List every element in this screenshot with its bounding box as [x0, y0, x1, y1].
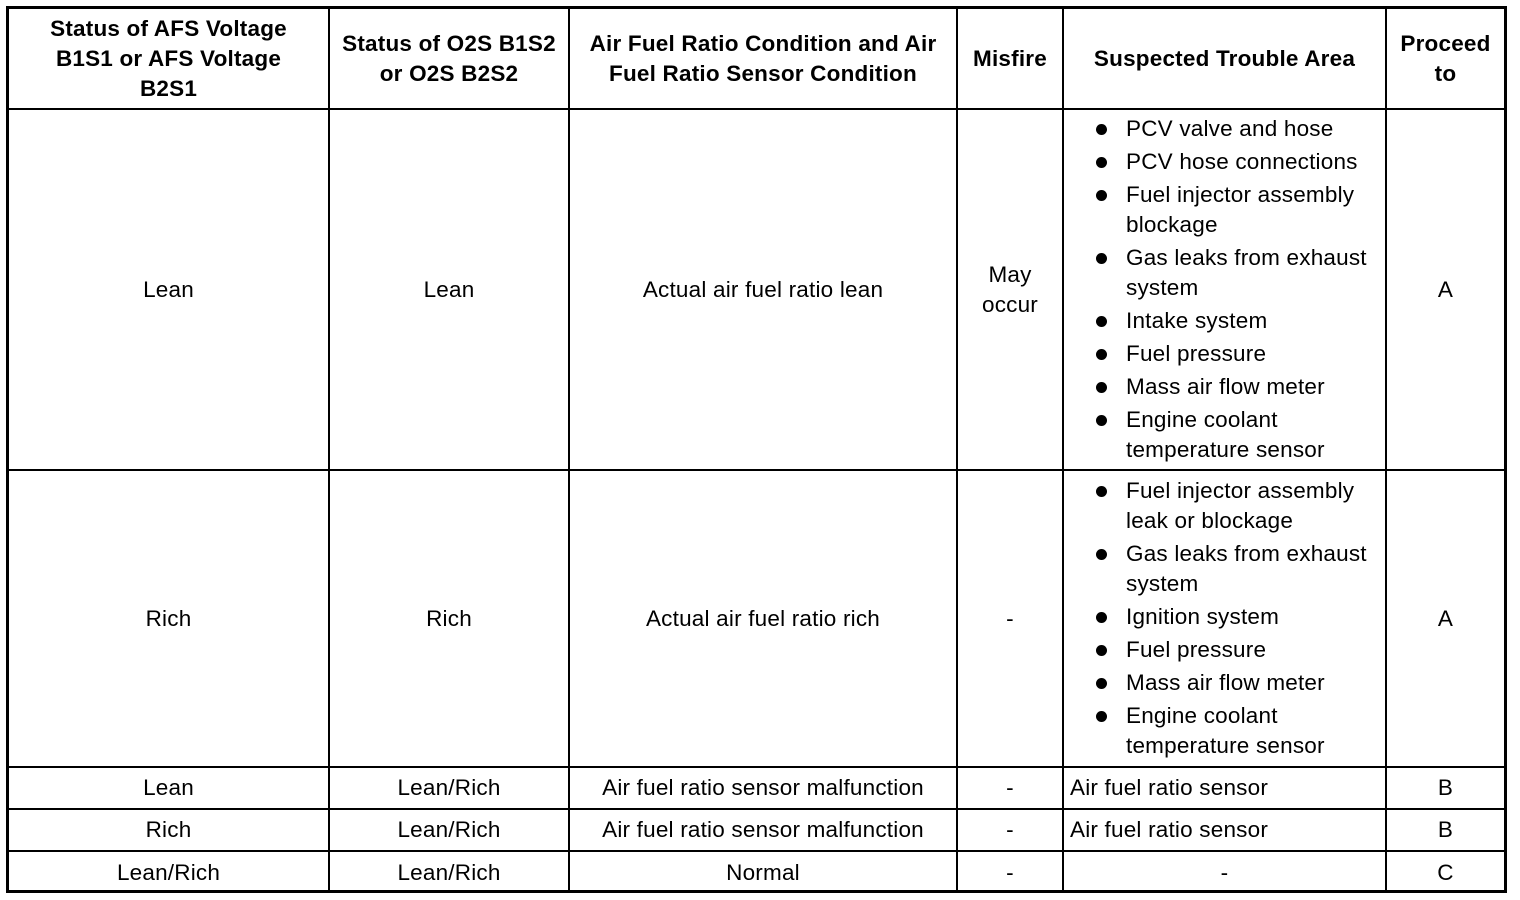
list-item	[1090, 539, 1379, 599]
proceed-cell: A	[1386, 470, 1504, 767]
proceed-cell: C	[1386, 851, 1504, 893]
afs-status-cell: Lean	[9, 109, 329, 470]
header-row	[9, 9, 1504, 109]
header-afs-status: Status of AFS Voltage B1S1 or AFS Voltage B2S1	[9, 9, 329, 109]
misfire-cell: -	[957, 809, 1063, 851]
list-item-text: Fuel pressure	[1126, 637, 1267, 662]
condition-cell: Actual air fuel ratio lean	[569, 109, 957, 470]
afs-status-cell: Rich	[9, 809, 329, 851]
bullet-icon	[1096, 678, 1107, 689]
trouble-table	[6, 6, 1507, 893]
list-item-text: Fuel injector assembly blockage	[1126, 182, 1355, 237]
list-item-text: PCV hose connections	[1126, 149, 1358, 174]
afs-status-cell: Lean	[9, 767, 329, 809]
misfire-cell: -	[957, 851, 1063, 893]
bullet-icon	[1096, 190, 1107, 201]
list-item	[1090, 668, 1379, 698]
misfire-value: May occur	[981, 261, 1039, 317]
bullet-icon	[1096, 415, 1107, 426]
list-item-text: Mass air flow meter	[1126, 670, 1325, 695]
bullet-icon	[1096, 253, 1107, 264]
list-item	[1090, 180, 1379, 240]
diagnosis-table	[9, 9, 1504, 893]
o2s-status-cell: Lean	[329, 109, 569, 470]
table-row	[9, 767, 1504, 809]
list-item	[1090, 147, 1379, 177]
list-item	[1090, 114, 1379, 144]
list-item-text: Fuel injector assembly leak or blockage	[1126, 478, 1355, 533]
suspected-area-list	[1070, 476, 1379, 761]
list-item	[1090, 476, 1379, 536]
bullet-icon	[1096, 124, 1107, 135]
header-o2s-status: Status of O2S B1S2 or O2S B2S2	[329, 9, 569, 109]
afs-status-cell: Lean/Rich	[9, 851, 329, 893]
list-item-text: Gas leaks from exhaust system	[1126, 541, 1367, 596]
table-row	[9, 470, 1504, 767]
header-proceed-to: Proceed to	[1386, 9, 1504, 109]
suspected-area-cell: Air fuel ratio sensor	[1063, 767, 1386, 809]
bullet-icon	[1096, 382, 1107, 393]
o2s-status-cell: Lean/Rich	[329, 809, 569, 851]
list-item-text: Engine coolant temperature sensor	[1126, 407, 1325, 462]
header-air-fuel-condition: Air Fuel Ratio Condition and Air Fuel Ratio Sensor Condition	[569, 9, 957, 109]
suspected-area-list	[1070, 114, 1379, 465]
bullet-icon	[1096, 349, 1107, 360]
misfire-cell: -	[957, 767, 1063, 809]
suspected-area-cell	[1063, 470, 1386, 767]
suspected-area-cell: -	[1063, 851, 1386, 893]
bullet-icon	[1096, 645, 1107, 656]
list-item	[1090, 602, 1379, 632]
bullet-icon	[1096, 486, 1107, 497]
condition-cell: Normal	[569, 851, 957, 893]
list-item	[1090, 635, 1379, 665]
header-suspected-area: Suspected Trouble Area	[1063, 9, 1386, 109]
misfire-cell: -	[957, 470, 1063, 767]
list-item-text: Engine coolant temperature sensor	[1126, 703, 1325, 758]
condition-cell: Air fuel ratio sensor malfunction	[569, 809, 957, 851]
list-item	[1090, 306, 1379, 336]
bullet-icon	[1096, 711, 1107, 722]
list-item	[1090, 701, 1379, 761]
bullet-icon	[1096, 157, 1107, 168]
afs-status-cell: Rich	[9, 470, 329, 767]
list-item-text: Intake system	[1126, 308, 1268, 333]
list-item	[1090, 339, 1379, 369]
list-item-text: PCV valve and hose	[1126, 116, 1334, 141]
bullet-icon	[1096, 316, 1107, 327]
table-row	[9, 851, 1504, 893]
suspected-area-cell: Air fuel ratio sensor	[1063, 809, 1386, 851]
misfire-cell	[957, 109, 1063, 470]
bullet-icon	[1096, 612, 1107, 623]
list-item-text: Fuel pressure	[1126, 341, 1267, 366]
proceed-cell: B	[1386, 809, 1504, 851]
list-item-text: Mass air flow meter	[1126, 374, 1325, 399]
suspected-area-cell	[1063, 109, 1386, 470]
condition-cell: Air fuel ratio sensor malfunction	[569, 767, 957, 809]
list-item-text: Ignition system	[1126, 604, 1280, 629]
o2s-status-cell: Lean/Rich	[329, 767, 569, 809]
o2s-status-cell: Rich	[329, 470, 569, 767]
header-misfire: Misfire	[957, 9, 1063, 109]
condition-cell: Actual air fuel ratio rich	[569, 470, 957, 767]
list-item	[1090, 372, 1379, 402]
table-row	[9, 809, 1504, 851]
proceed-cell: A	[1386, 109, 1504, 470]
list-item	[1090, 243, 1379, 303]
proceed-cell: B	[1386, 767, 1504, 809]
table-row	[9, 109, 1504, 470]
list-item	[1090, 405, 1379, 465]
bullet-icon	[1096, 549, 1107, 560]
list-item-text: Gas leaks from exhaust system	[1126, 245, 1367, 300]
o2s-status-cell: Lean/Rich	[329, 851, 569, 893]
